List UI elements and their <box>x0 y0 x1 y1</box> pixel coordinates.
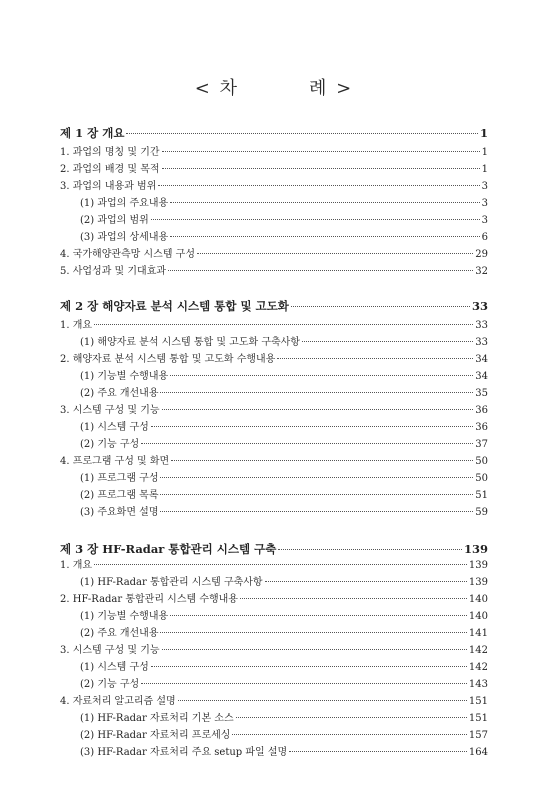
toc-entry-label: (1) 시스템 구성 <box>80 422 149 433</box>
toc-entry-page: 35 <box>475 388 488 399</box>
dot-leader <box>178 700 467 701</box>
dot-leader <box>162 649 467 650</box>
toc-entry-label: (3) HF-Radar 자료처리 주요 setup 파일 설명 <box>80 747 288 758</box>
toc-entry-label: 제 2 장 해양자료 분석 시스템 통합 및 고도화 <box>60 299 289 313</box>
dot-leader <box>162 409 474 410</box>
toc-entry-label: 3. 시스템 구성 및 기능 <box>60 405 160 416</box>
toc-chapter <box>60 297 488 315</box>
dot-leader <box>162 168 480 169</box>
toc-entry <box>60 144 488 162</box>
dot-leader <box>170 202 479 203</box>
toc-entry <box>60 178 488 196</box>
toc-entry <box>80 574 488 592</box>
toc-entry <box>80 212 488 230</box>
toc-entry-label: (2) 기능 구성 <box>80 439 140 450</box>
toc-entry-label: (2) HF-Radar 자료처리 프로세싱 <box>80 730 231 741</box>
toc-entry-label: 3. 과업의 내용과 범위 <box>60 181 157 192</box>
toc-entry <box>80 625 488 643</box>
toc-chapter <box>60 124 488 142</box>
dot-leader <box>160 477 473 478</box>
toc-entry-page: 1 <box>481 147 488 158</box>
toc-entry-label: 1. 개요 <box>60 320 93 331</box>
toc-entry <box>60 693 488 711</box>
dot-leader <box>151 219 480 220</box>
dot-leader <box>302 341 473 342</box>
toc-entry <box>80 676 488 694</box>
dot-leader <box>265 581 467 582</box>
dot-leader <box>232 734 466 735</box>
toc-entry <box>80 659 488 677</box>
toc-entry <box>80 744 488 762</box>
dot-leader <box>126 133 478 134</box>
toc-entry-label: (1) 프로그램 구성 <box>80 473 159 484</box>
toc-entry-page: 3 <box>481 198 488 209</box>
toc-entry <box>80 195 488 213</box>
toc-entry-label: 4. 자료처리 알고리즘 설명 <box>60 696 176 707</box>
dot-leader <box>94 324 473 325</box>
toc-entry-label: (2) 기능 구성 <box>80 679 140 690</box>
dot-leader <box>170 375 473 376</box>
dot-leader <box>160 632 466 633</box>
dot-leader <box>94 564 467 565</box>
title-left: < 차 <box>194 78 239 99</box>
toc-entry <box>80 334 488 352</box>
toc-entry <box>80 710 488 728</box>
dot-leader <box>170 615 467 616</box>
toc-entry-page: 32 <box>475 266 488 277</box>
dot-leader <box>151 426 473 427</box>
toc-entry-label: 4. 국가해양관측망 시스템 구성 <box>60 249 195 260</box>
toc-entry-page: 142 <box>468 645 488 656</box>
toc-entry-page: 33 <box>475 337 488 348</box>
dot-leader <box>158 185 479 186</box>
toc-entry-label: 1. 개요 <box>60 560 93 571</box>
dot-leader <box>160 392 473 393</box>
toc-entry <box>80 487 488 505</box>
toc-entry <box>60 351 488 369</box>
toc-entry-page: 33 <box>471 299 488 313</box>
toc-entry-label: (2) 프로그램 목록 <box>80 490 159 501</box>
toc-entry-page: 3 <box>481 181 488 192</box>
dot-leader <box>277 358 473 359</box>
toc-entry-label: (1) 과업의 주요내용 <box>80 198 169 209</box>
toc-entry <box>60 317 488 335</box>
dot-leader <box>171 460 473 461</box>
toc-entry-label: (2) 주요 개선내용 <box>80 628 159 639</box>
toc-entry <box>60 161 488 179</box>
toc-entry-label: (3) 과업의 상세내용 <box>80 232 169 243</box>
toc-entry-label: 1. 과업의 명칭 및 기간 <box>60 147 160 158</box>
dot-leader <box>141 443 473 444</box>
toc-entry <box>60 642 488 660</box>
toc-entry-page: 36 <box>475 405 488 416</box>
dot-leader <box>236 717 467 718</box>
toc-entry <box>60 263 488 281</box>
dot-leader <box>151 666 467 667</box>
dot-leader <box>168 270 473 271</box>
toc-entry-page: 34 <box>475 371 488 382</box>
toc-entry <box>80 419 488 437</box>
toc-entry-page: 29 <box>475 249 488 260</box>
toc-entry-page: 139 <box>463 542 488 556</box>
toc-entry-label: 2. HF-Radar 통합관리 시스템 수행내용 <box>60 594 238 605</box>
toc-entry <box>80 504 488 522</box>
toc-entry-page: 33 <box>475 320 488 331</box>
dot-leader <box>160 511 473 512</box>
toc-chapter <box>60 540 488 558</box>
toc-entry-page: 141 <box>468 628 488 639</box>
toc-entry-label: 2. 해양자료 분석 시스템 통합 및 고도화 수행내용 <box>60 354 276 365</box>
toc-entry-label: (1) 기능별 수행내용 <box>80 371 169 382</box>
toc-entry-page: 164 <box>468 747 488 758</box>
toc-entry <box>80 368 488 386</box>
toc-entry-label: 제 1 장 개요 <box>60 126 125 140</box>
toc-entry-page: 3 <box>481 215 488 226</box>
dot-leader <box>160 494 473 495</box>
toc-entry-page: 151 <box>468 696 488 707</box>
toc-entry-page: 1 <box>479 126 488 140</box>
toc-entry-page: 1 <box>481 164 488 175</box>
toc-entry <box>80 608 488 626</box>
dot-leader <box>197 253 473 254</box>
toc-entry-label: 3. 시스템 구성 및 기능 <box>60 645 160 656</box>
toc-entry-label: (1) 기능별 수행내용 <box>80 611 169 622</box>
toc-entry-label: 4. 프로그램 구성 및 화면 <box>60 456 170 467</box>
toc-entry <box>60 453 488 471</box>
toc-entry-label: (1) HF-Radar 자료처리 기본 소스 <box>80 713 234 724</box>
toc-entry <box>80 385 488 403</box>
toc-entry-page: 59 <box>475 507 488 518</box>
dot-leader <box>240 598 467 599</box>
title-right: 례 > <box>309 78 354 99</box>
toc-entry-label: 5. 사업성과 및 기대효과 <box>60 266 167 277</box>
toc-entry-page: 139 <box>468 577 488 588</box>
dot-leader <box>141 683 467 684</box>
dot-leader <box>278 549 462 550</box>
toc-entry-page: 140 <box>468 611 488 622</box>
toc-entry <box>60 402 488 420</box>
toc-entry-label: (3) 주요화면 설명 <box>80 507 159 518</box>
dot-leader <box>291 306 470 307</box>
toc-entry-label: (1) 시스템 구성 <box>80 662 149 673</box>
toc-entry-page: 37 <box>475 439 488 450</box>
dot-leader <box>162 151 480 152</box>
toc-entry <box>60 246 488 264</box>
toc-entry-label: (1) 해양자료 분석 시스템 통합 및 고도화 구축사항 <box>80 337 300 348</box>
toc-entry-label: 제 3 장 HF-Radar 통합관리 시스템 구축 <box>60 542 277 556</box>
toc-entry-page: 140 <box>468 594 488 605</box>
toc-entry-page: 51 <box>475 490 488 501</box>
toc-entry <box>60 557 488 575</box>
toc-entry <box>80 727 488 745</box>
dot-leader <box>170 236 479 237</box>
toc-entry-page: 157 <box>468 730 488 741</box>
toc-entry-page: 139 <box>468 560 488 571</box>
toc-entry-label: 2. 과업의 배경 및 목적 <box>60 164 160 175</box>
toc-entry-page: 50 <box>475 473 488 484</box>
toc-entry-page: 34 <box>475 354 488 365</box>
toc-entry-label: (2) 과업의 범위 <box>80 215 149 226</box>
toc-entry <box>80 470 488 488</box>
toc-entry-label: (1) HF-Radar 통합관리 시스템 구축사항 <box>80 577 263 588</box>
dot-leader <box>289 751 467 752</box>
toc-entry <box>60 591 488 609</box>
toc-entry-page: 6 <box>481 232 488 243</box>
toc-entry <box>80 229 488 247</box>
toc-entry-label: (2) 주요 개선내용 <box>80 388 159 399</box>
toc-entry-page: 50 <box>475 456 488 467</box>
toc-entry-page: 143 <box>468 679 488 690</box>
toc-entry-page: 142 <box>468 662 488 673</box>
toc-entry-page: 36 <box>475 422 488 433</box>
toc-entry <box>80 436 488 454</box>
page-title <box>0 74 548 100</box>
toc-entry-page: 151 <box>468 713 488 724</box>
